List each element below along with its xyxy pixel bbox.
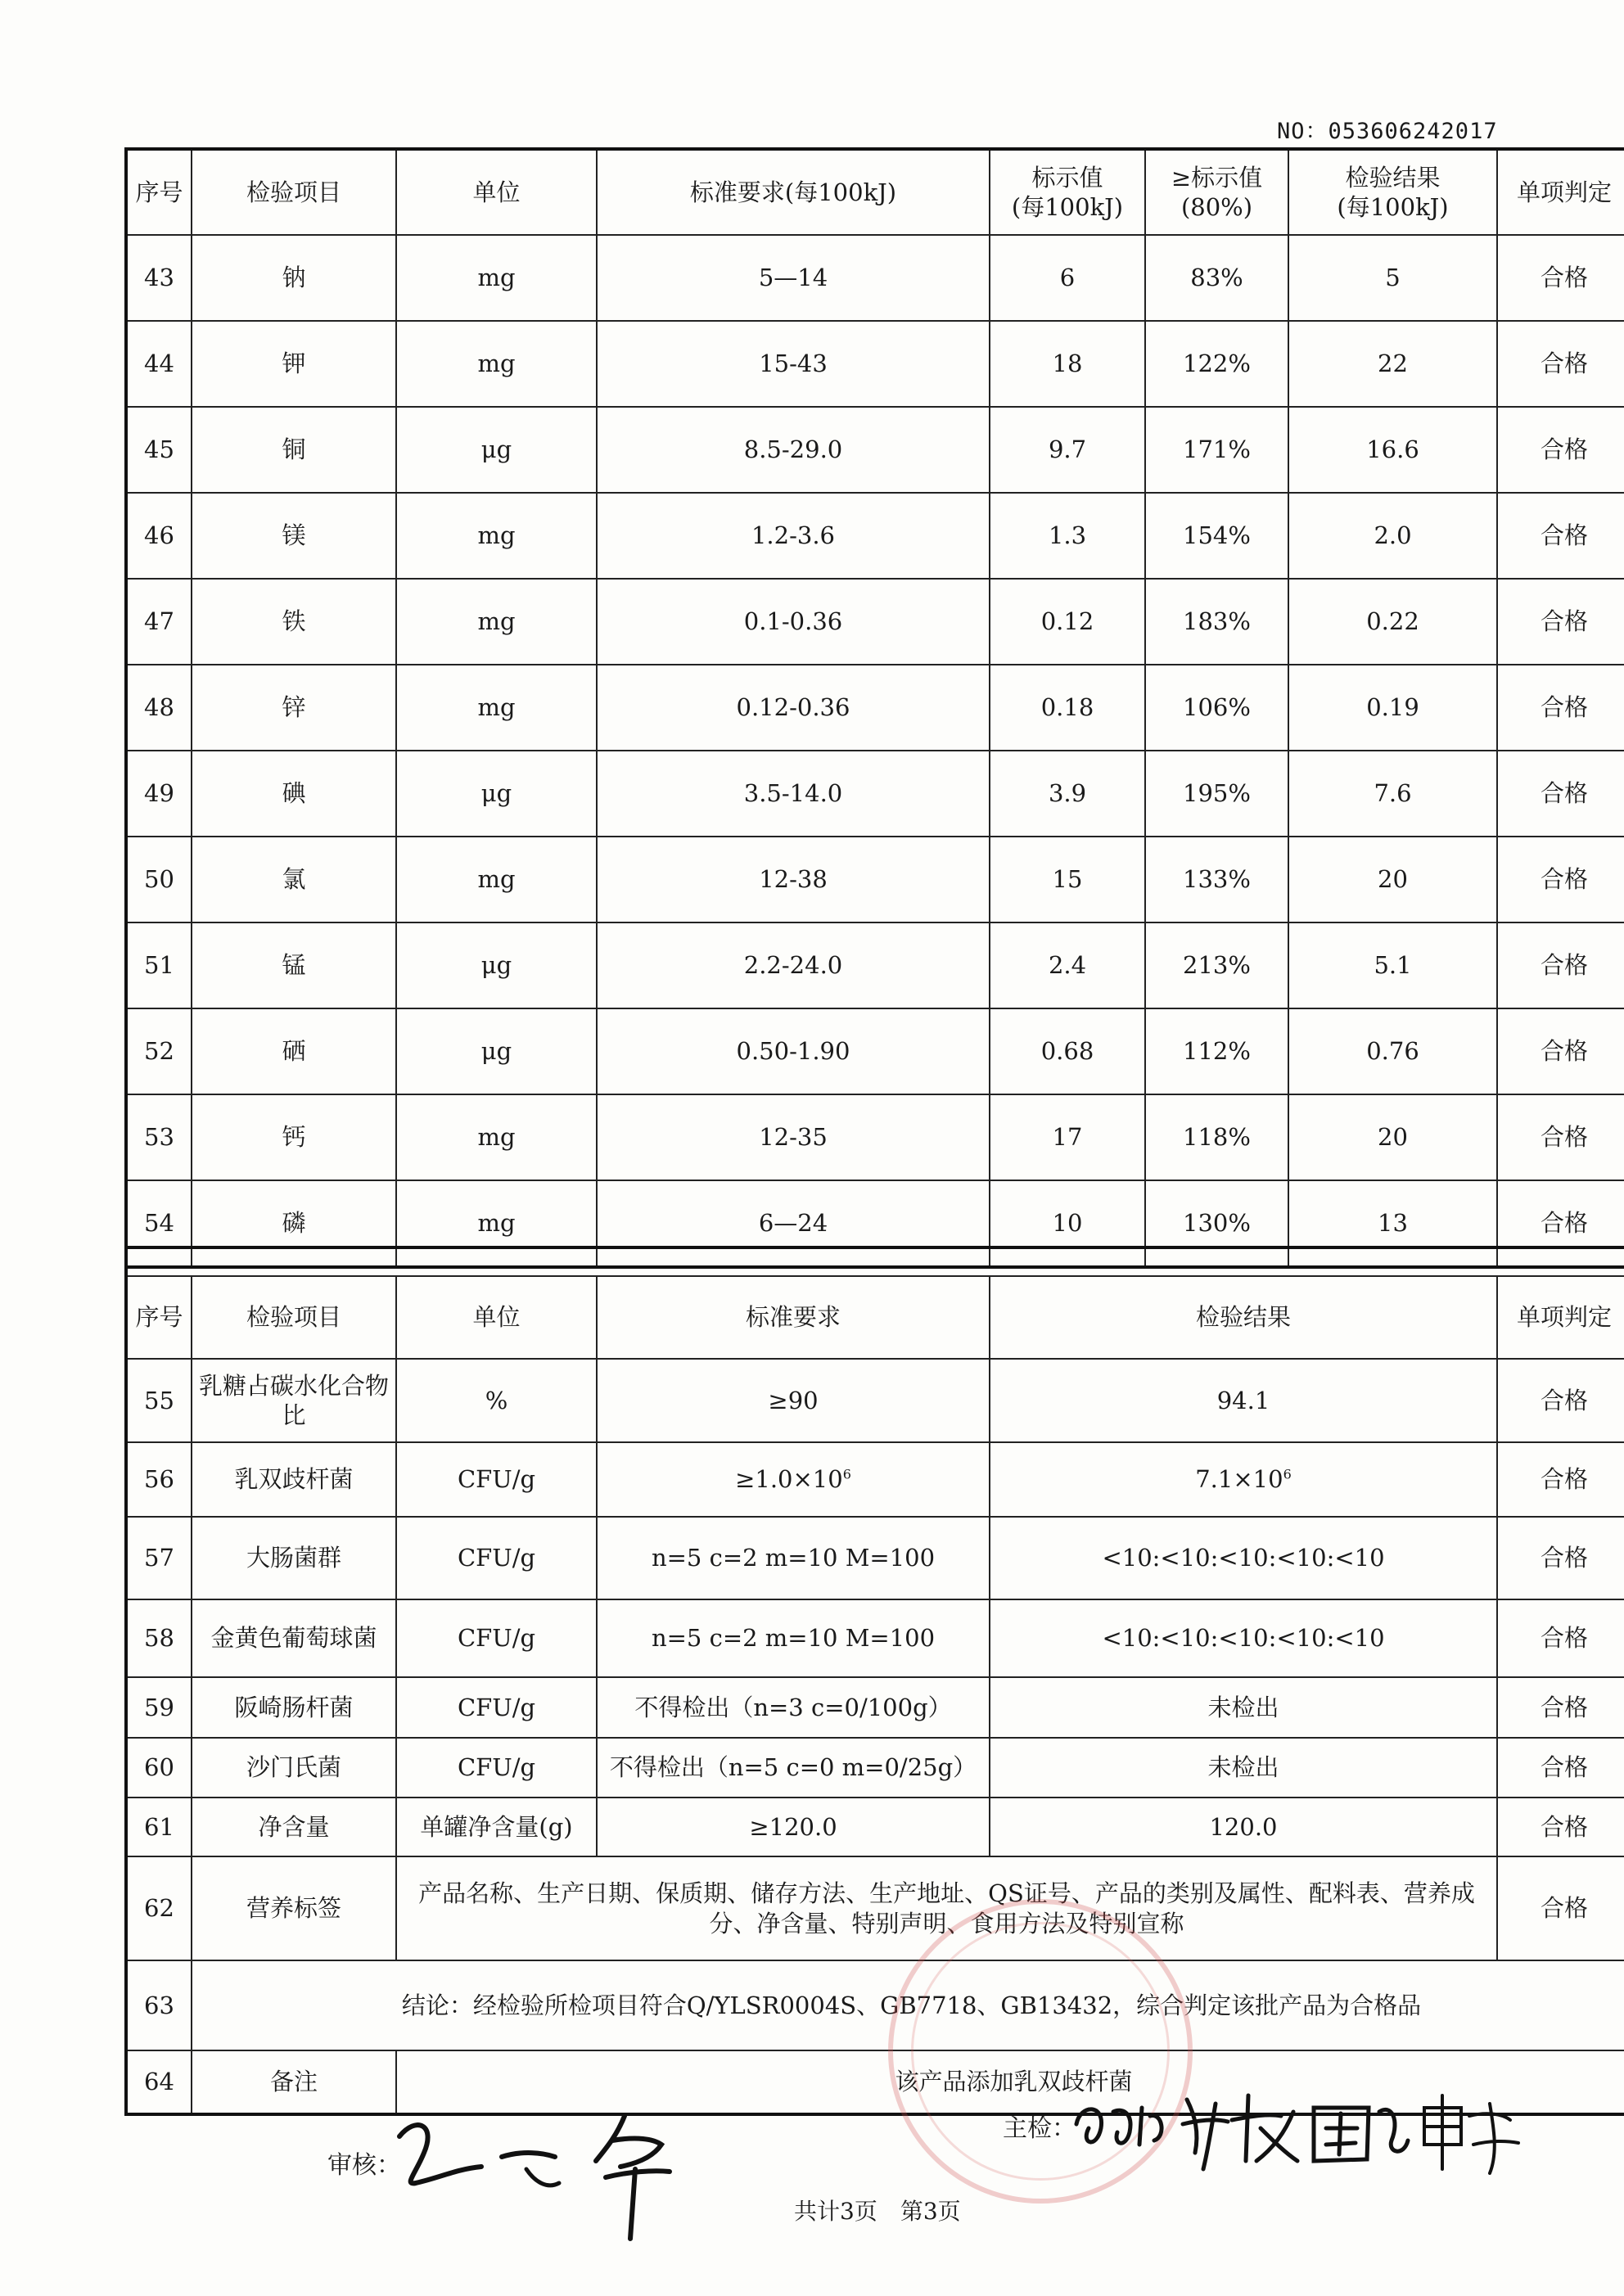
cell-seq: 58 — [126, 1599, 192, 1677]
cell-standard: ≥120.0 — [597, 1798, 990, 1856]
header-item: 检验项目 — [192, 1276, 396, 1359]
cell-standard: 0.1-0.36 — [597, 579, 990, 665]
cell-verdict: 合格 — [1497, 1094, 1624, 1180]
cell-verdict: 合格 — [1497, 579, 1624, 665]
cell-item: 锰 — [192, 922, 396, 1008]
cell-result: 20 — [1288, 1094, 1497, 1180]
cell-result: 22 — [1288, 321, 1497, 407]
cell-unit: μg — [396, 407, 597, 493]
table-row — [126, 1442, 1624, 1517]
table-row — [126, 579, 1624, 665]
nutrient-results-table — [124, 147, 1624, 1269]
cell-pct: 195% — [1145, 751, 1288, 837]
reviewer-label: 审核： — [327, 2151, 401, 2180]
cell-verdict: 合格 — [1497, 1798, 1624, 1856]
header-standard: 标准要求(每100kJ) — [597, 149, 990, 235]
cell-item: 镁 — [192, 493, 396, 579]
cell-seq: 60 — [126, 1738, 192, 1798]
cell-pct: 183% — [1145, 579, 1288, 665]
table-row — [126, 1008, 1624, 1094]
cell-standard: 0.50-1.90 — [597, 1008, 990, 1094]
cell-seq: 45 — [126, 407, 192, 493]
cell-standard: n=5 c=2 m=10 M=100 — [597, 1517, 990, 1599]
header-labeled-line2: (每100kJ) — [1011, 193, 1124, 221]
cell-item: 钙 — [192, 1094, 396, 1180]
cell-item: 硒 — [192, 1008, 396, 1094]
reviewer-signature — [391, 2091, 719, 2247]
cell-result: 5 — [1288, 235, 1497, 321]
cell-seq: 48 — [126, 665, 192, 751]
cell-result: 94.1 — [990, 1359, 1497, 1442]
cell-seq: 44 — [126, 321, 192, 407]
cell-labeled: 10 — [990, 1180, 1145, 1267]
cell-verdict: 合格 — [1497, 493, 1624, 579]
cell-labeled: 9.7 — [990, 407, 1145, 493]
table-header-row — [126, 149, 1624, 235]
table-row — [126, 493, 1624, 579]
table-row — [126, 922, 1624, 1008]
cell-verdict: 合格 — [1497, 1180, 1624, 1267]
cell-result: 0.22 — [1288, 579, 1497, 665]
header-standard: 标准要求 — [597, 1276, 990, 1359]
table-row — [126, 1359, 1624, 1442]
page-info: 共计3页 第3页 — [794, 2198, 961, 2225]
cell-item: 乳糖占碳水化合物比 — [192, 1359, 396, 1442]
cell-verdict: 合格 — [1497, 407, 1624, 493]
cell-pct: 83% — [1145, 235, 1288, 321]
cell-unit: μg — [396, 1008, 597, 1094]
microbe-results-table — [124, 1246, 1624, 2116]
cell-unit: % — [396, 1359, 597, 1442]
header-result-line1: 检验结果 — [1345, 163, 1441, 192]
cell-seq: 53 — [126, 1094, 192, 1180]
cell-labeled: 3.9 — [990, 751, 1145, 837]
cell-seq: 56 — [126, 1442, 192, 1517]
header-percent-line1: ≥标示值 — [1171, 163, 1263, 192]
standard-exponent: 6 — [842, 1466, 851, 1482]
cell-item: 氯 — [192, 837, 396, 922]
cell-standard: 5—14 — [597, 235, 990, 321]
cell-standard: 0.12-0.36 — [597, 665, 990, 751]
inspector-signature — [1064, 2063, 1531, 2185]
cell-verdict: 合格 — [1497, 1856, 1624, 1960]
cell-result — [990, 1442, 1497, 1517]
cell-result: 120.0 — [990, 1798, 1497, 1856]
cell-conclusion: 结论：经检验所检项目符合Q/YLSR0004S、GB7718、GB13432，综合判定该批产品为合格品 — [192, 1960, 1624, 2050]
cell-standard: 不得检出（n=3 c=0/100g） — [597, 1677, 990, 1738]
cell-labeled: 15 — [990, 837, 1145, 922]
cell-unit: CFU/g — [396, 1677, 597, 1738]
header-result-line2: (每100kJ) — [1337, 193, 1449, 221]
cell-verdict: 合格 — [1497, 1599, 1624, 1677]
cell-unit: mg — [396, 837, 597, 922]
cell-pct: 118% — [1145, 1094, 1288, 1180]
cell-verdict: 合格 — [1497, 1517, 1624, 1599]
cell-result: 0.76 — [1288, 1008, 1497, 1094]
header-percent — [1145, 149, 1288, 235]
cell-item: 大肠菌群 — [192, 1517, 396, 1599]
cell-seq: 46 — [126, 493, 192, 579]
cell-item: 钠 — [192, 235, 396, 321]
cell-verdict: 合格 — [1497, 1359, 1624, 1442]
cell-seq: 50 — [126, 837, 192, 922]
cell-unit: CFU/g — [396, 1517, 597, 1599]
cell-verdict: 合格 — [1497, 1738, 1624, 1798]
cell-label-content: 产品名称、生产日期、保质期、储存方法、生产地址、QS证号、产品的类别及属性、配料表、营养成分、净含量、特别声明、食用方法及特别宣称 — [396, 1856, 1497, 1960]
cell-result: 未检出 — [990, 1738, 1497, 1798]
cell-unit: CFU/g — [396, 1599, 597, 1677]
cell-seq: 47 — [126, 579, 192, 665]
cell-seq: 55 — [126, 1359, 192, 1442]
result-exponent: 6 — [1283, 1466, 1292, 1482]
header-unit: 单位 — [396, 149, 597, 235]
cell-item: 备注 — [192, 2050, 396, 2114]
cell-item: 锌 — [192, 665, 396, 751]
cell-unit: mg — [396, 1180, 597, 1267]
header-seq: 序号 — [126, 1276, 192, 1359]
cell-seq: 43 — [126, 235, 192, 321]
table-row — [126, 1517, 1624, 1599]
cell-unit: 单罐净含量(g) — [396, 1798, 597, 1856]
cell-item: 乳双歧杆菌 — [192, 1442, 396, 1517]
cell-verdict: 合格 — [1497, 1677, 1624, 1738]
table-row — [126, 1856, 1624, 1960]
cell-standard: 3.5-14.0 — [597, 751, 990, 837]
cell-result: 2.0 — [1288, 493, 1497, 579]
cell-labeled: 1.3 — [990, 493, 1145, 579]
cell-labeled: 6 — [990, 235, 1145, 321]
cell-verdict: 合格 — [1497, 837, 1624, 922]
cell-standard: ≥90 — [597, 1359, 990, 1442]
cell-pct: 154% — [1145, 493, 1288, 579]
cell-item: 净含量 — [192, 1798, 396, 1856]
cell-item: 碘 — [192, 751, 396, 837]
cell-labeled: 0.18 — [990, 665, 1145, 751]
table-row — [126, 1599, 1624, 1677]
table-header-row — [126, 1276, 1624, 1359]
cell-labeled: 0.68 — [990, 1008, 1145, 1094]
cell-standard: 6—24 — [597, 1180, 990, 1267]
cell-seq: 51 — [126, 922, 192, 1008]
cell-result: 20 — [1288, 837, 1497, 922]
cell-labeled: 18 — [990, 321, 1145, 407]
cell-unit: mg — [396, 493, 597, 579]
spacer-row — [126, 1247, 1624, 1276]
cell-seq: 59 — [126, 1677, 192, 1738]
cell-item: 铁 — [192, 579, 396, 665]
cell-unit: μg — [396, 922, 597, 1008]
cell-verdict: 合格 — [1497, 751, 1624, 837]
cell-verdict: 合格 — [1497, 321, 1624, 407]
nutrient-rows — [126, 235, 1624, 1267]
cell-verdict: 合格 — [1497, 1008, 1624, 1094]
header-labeled-value — [990, 149, 1145, 235]
cell-unit: CFU/g — [396, 1442, 597, 1517]
cell-item: 沙门氏菌 — [192, 1738, 396, 1798]
cell-standard — [597, 1442, 990, 1517]
cell-pct: 106% — [1145, 665, 1288, 751]
result-base: 7.1×10 — [1195, 1465, 1283, 1494]
table-row — [126, 235, 1624, 321]
table-row — [126, 1798, 1624, 1856]
table-row — [126, 665, 1624, 751]
cell-verdict: 合格 — [1497, 922, 1624, 1008]
table-row — [126, 751, 1624, 837]
cell-seq: 64 — [126, 2050, 192, 2114]
cell-verdict: 合格 — [1497, 1442, 1624, 1517]
cell-seq: 57 — [126, 1517, 192, 1599]
cell-item: 钾 — [192, 321, 396, 407]
header-verdict: 单项判定 — [1497, 149, 1624, 235]
cell-item: 营养标签 — [192, 1856, 396, 1960]
header-result: 检验结果 — [990, 1276, 1497, 1359]
header-result — [1288, 149, 1497, 235]
cell-seq: 49 — [126, 751, 192, 837]
cell-result: 5.1 — [1288, 922, 1497, 1008]
cell-unit: mg — [396, 579, 597, 665]
cell-result: <10:<10:<10:<10:<10 — [990, 1517, 1497, 1599]
cell-pct: 133% — [1145, 837, 1288, 922]
cell-pct: 171% — [1145, 407, 1288, 493]
cell-seq: 63 — [126, 1960, 192, 2050]
cell-seq: 62 — [126, 1856, 192, 1960]
cell-pct: 130% — [1145, 1180, 1288, 1267]
header-seq: 序号 — [126, 149, 192, 235]
cell-item: 金黄色葡萄球菌 — [192, 1599, 396, 1677]
cell-standard: 2.2-24.0 — [597, 922, 990, 1008]
spacer-cell — [126, 1247, 1624, 1276]
cell-pct: 122% — [1145, 321, 1288, 407]
cell-unit: mg — [396, 321, 597, 407]
table-row — [126, 1738, 1624, 1798]
cell-result: 0.19 — [1288, 665, 1497, 751]
header-percent-line2: (80%) — [1180, 193, 1253, 221]
header-item: 检验项目 — [192, 149, 396, 235]
cell-standard: 12-35 — [597, 1094, 990, 1180]
cell-standard: 1.2-3.6 — [597, 493, 990, 579]
cell-item: 磷 — [192, 1180, 396, 1267]
cell-remark: 该产品添加乳双歧杆菌 — [396, 2050, 1624, 2114]
cell-standard: 12-38 — [597, 837, 990, 922]
table-row — [126, 407, 1624, 493]
table-row — [126, 837, 1624, 922]
inspector-label: 主检： — [1003, 2114, 1076, 2143]
header-unit: 单位 — [396, 1276, 597, 1359]
cell-standard: 不得检出（n=5 c=0 m=0/25g） — [597, 1738, 990, 1798]
cell-standard: 15-43 — [597, 321, 990, 407]
table-row — [126, 1677, 1624, 1738]
cell-unit: μg — [396, 751, 597, 837]
cell-item: 铜 — [192, 407, 396, 493]
cell-pct: 213% — [1145, 922, 1288, 1008]
cell-labeled: 0.12 — [990, 579, 1145, 665]
cell-standard: 8.5-29.0 — [597, 407, 990, 493]
cell-labeled: 17 — [990, 1094, 1145, 1180]
cell-seq: 61 — [126, 1798, 192, 1856]
cell-seq: 52 — [126, 1008, 192, 1094]
cell-verdict: 合格 — [1497, 235, 1624, 321]
cell-result: 16.6 — [1288, 407, 1497, 493]
cell-unit: mg — [396, 665, 597, 751]
cell-labeled: 2.4 — [990, 922, 1145, 1008]
report-number: NO：053606242017 — [1277, 119, 1498, 144]
cell-standard: n=5 c=2 m=10 M=100 — [597, 1599, 990, 1677]
cell-unit: mg — [396, 235, 597, 321]
cell-result: <10:<10:<10:<10:<10 — [990, 1599, 1497, 1677]
standard-base: ≥1.0×10 — [735, 1465, 843, 1494]
cell-result: 13 — [1288, 1180, 1497, 1267]
cell-unit: mg — [396, 1094, 597, 1180]
table-row — [126, 321, 1624, 407]
header-labeled-line1: 标示值 — [1031, 163, 1103, 192]
cell-verdict: 合格 — [1497, 665, 1624, 751]
cell-result: 未检出 — [990, 1677, 1497, 1738]
header-verdict: 单项判定 — [1497, 1276, 1624, 1359]
cell-pct: 112% — [1145, 1008, 1288, 1094]
cell-unit: CFU/g — [396, 1738, 597, 1798]
table-row — [126, 1094, 1624, 1180]
cell-item: 阪崎肠杆菌 — [192, 1677, 396, 1738]
cell-seq: 54 — [126, 1180, 192, 1267]
table-row — [126, 1960, 1624, 2050]
cell-result: 7.6 — [1288, 751, 1497, 837]
